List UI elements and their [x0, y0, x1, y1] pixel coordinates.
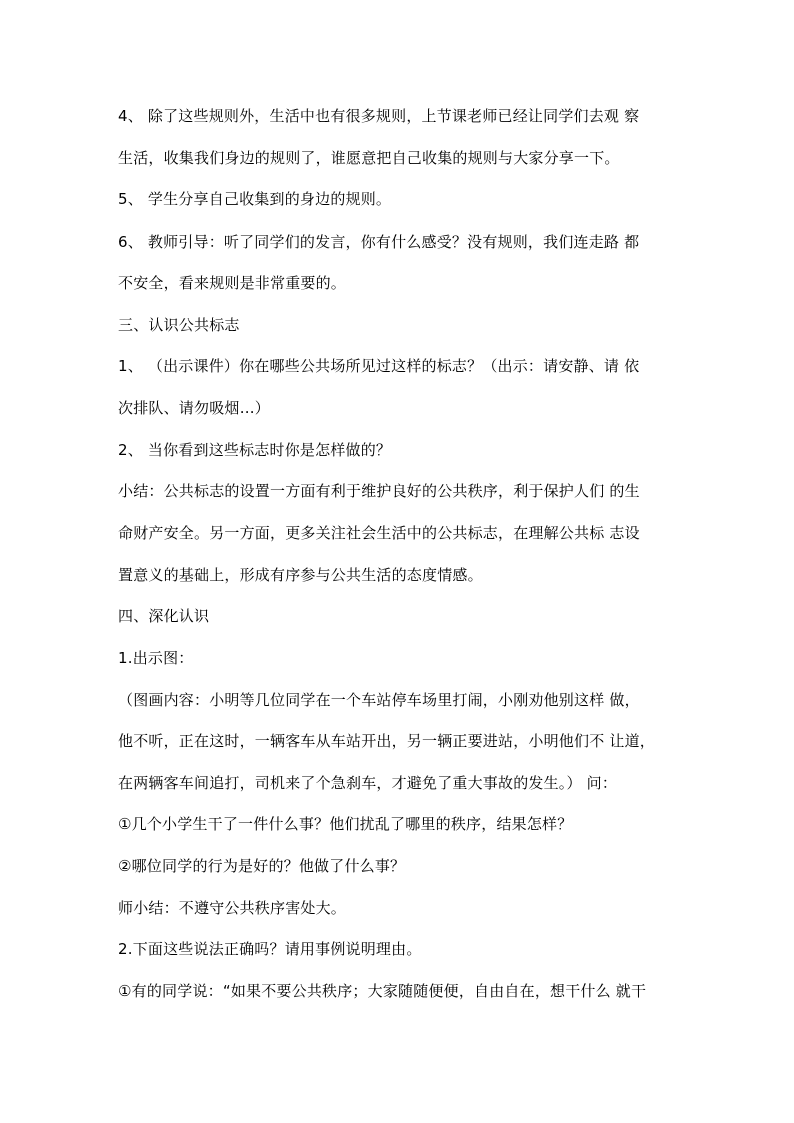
paragraph-line: 生活，收集我们身边的规则了，谁愿意把自己收集的规则与大家分享一下。 [118, 149, 620, 167]
paragraph-line: 2.下面这些说法正确吗？请用事例说明理由。 [118, 940, 422, 958]
paragraph-line: 1.出示图： [118, 649, 194, 667]
section-heading: 四、深化认识 [118, 607, 210, 625]
paragraph-line: 5、 学生分享自己收集到的身边的规则。 [118, 190, 392, 208]
paragraph-line: 次排队、请勿吸烟…） [118, 399, 271, 417]
paragraph-line: 命财产安全。另一方面，更多关注社会生活中的公共标志，在理解公共标 志设 [118, 524, 640, 542]
paragraph-line: ①有的同学说：“如果不要公共秩序；大家随随便便，自由自在，想干什么 就干 [118, 982, 647, 1000]
paragraph-line: 在两辆客车间追打，司机来了个急刹车，才避免了重大事故的发生。） 问： [118, 774, 618, 792]
paragraph-line: 2、 当你看到这些标志时你是怎样做的？ [118, 441, 392, 459]
paragraph-line: 小结：公共标志的设置一方面有利于维护良好的公共秩序，利于保护人们 的生 [118, 482, 640, 500]
paragraph-line: （图画内容：小明等几位同学在一个车站停车场里打闹，小刚劝他别这样 做， [118, 691, 640, 709]
paragraph-line: 6、 教师引导：听了同学们的发言，你有什么感受？没有规则，我们连走路 都 [118, 233, 640, 251]
paragraph-line: 师小结：不遵守公共秩序害处大。 [118, 899, 347, 917]
paragraph-line: 他不听，正在这时，一辆客车从车站开出，另一辆正要进站，小明他们不 让道， [118, 732, 655, 750]
paragraph-line: 4、 除了这些规则外，生活中也有很多规则，上节课老师已经让同学们去观 察 [118, 107, 640, 125]
section-heading: 三、认识公共标志 [118, 316, 240, 334]
paragraph-line: 不安全，看来规则是非常重要的。 [118, 274, 347, 292]
paragraph-line: ①几个小学生干了一件什么事？他们扰乱了哪里的秩序，结果怎样？ [118, 815, 573, 833]
paragraph-line: ②哪位同学的行为是好的？他做了什么事？ [118, 857, 406, 875]
paragraph-line: 1、 （出示课件）你在哪些公共场所见过这样的标志？（出示：请安静、请 依 [118, 357, 640, 375]
paragraph-line: 置意义的基础上，形成有序参与公共生活的态度情感。 [118, 566, 483, 584]
